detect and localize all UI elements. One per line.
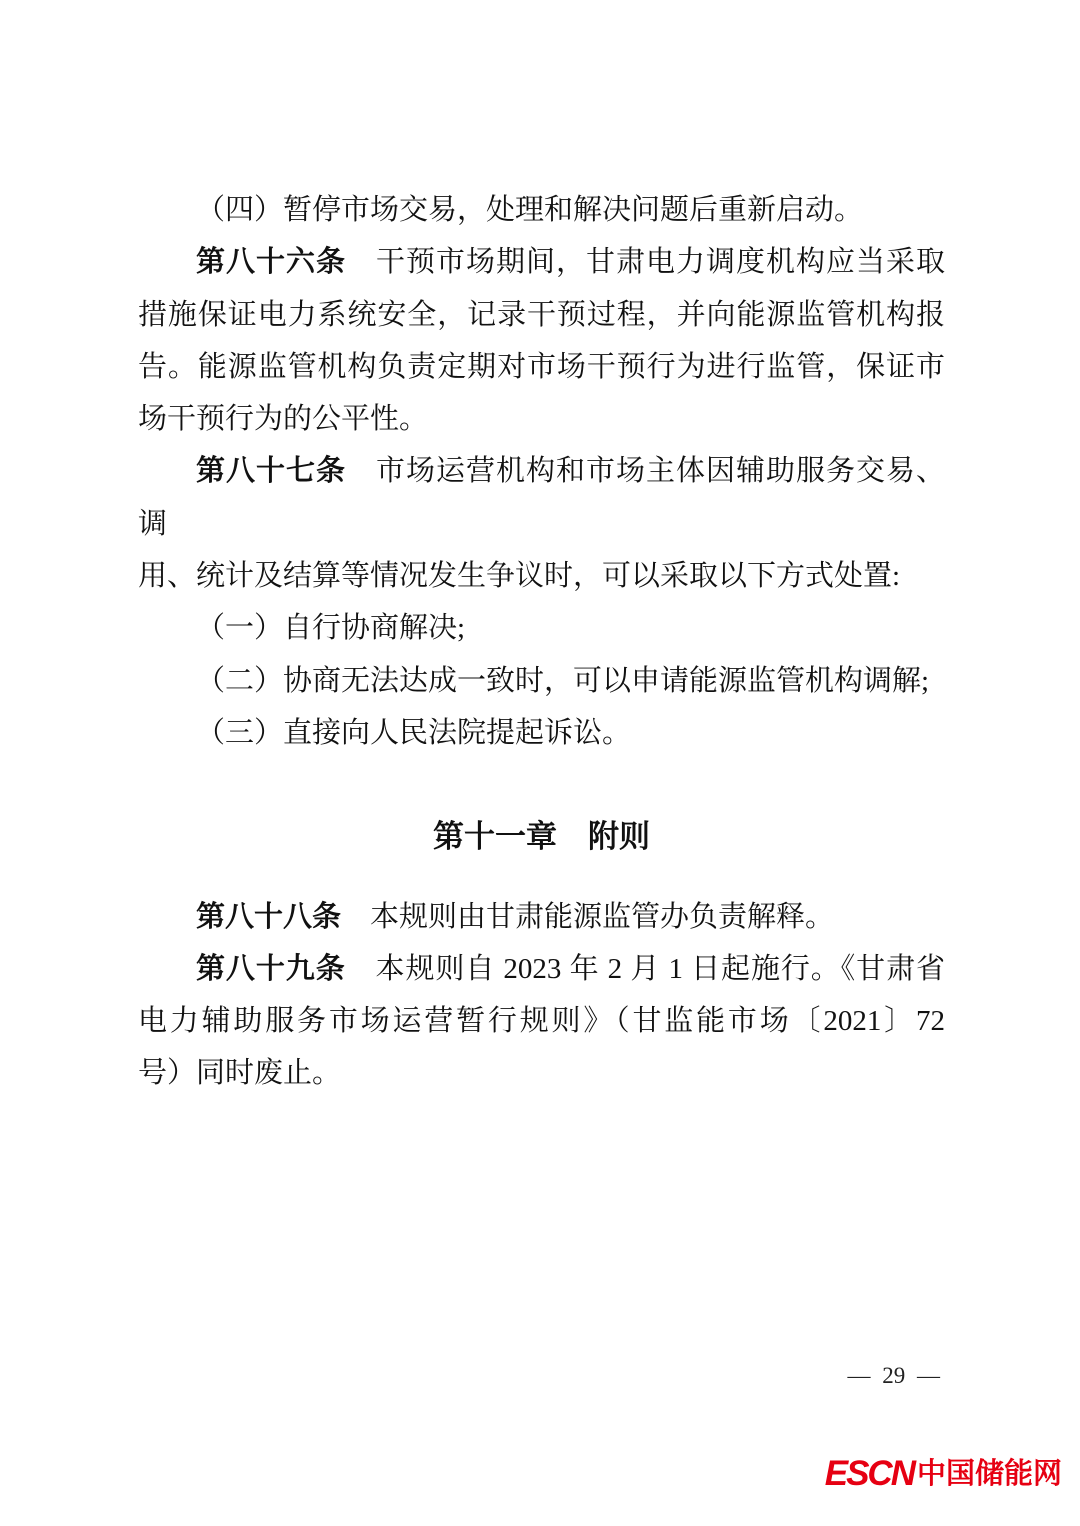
page-number: — 29 —: [847, 1363, 940, 1388]
logo-chinese-text: 中国储能网: [916, 1458, 1062, 1491]
doc-line: [138, 995, 945, 1047]
body-text: （一）自行协商解决;: [196, 612, 466, 645]
doc-line: [138, 891, 945, 943]
doc-line: [138, 184, 945, 236]
article-label: 第十一章 附则: [433, 819, 650, 855]
body-text: 用、统计及结算等情况发生争议时，可以采取以下方式处置:: [138, 560, 901, 593]
doc-line: [138, 393, 945, 445]
chapter-heading: [138, 811, 945, 863]
doc-line: [138, 655, 945, 707]
doc-line: [138, 602, 945, 654]
body-text: 本规则由甘肃能源监管办负责解释。: [341, 900, 835, 933]
doc-line: [138, 707, 945, 759]
logo-latin-text: ESCN: [824, 1454, 914, 1493]
body-text: 场干预行为的公平性。: [138, 403, 429, 436]
doc-line: [138, 341, 945, 393]
body-text: 本规则自 2023 年 2 月 1 日起施行。《甘肃省: [345, 952, 945, 985]
article-label: 第八十九条: [196, 952, 346, 985]
document-body: [138, 184, 945, 1100]
body-text: 措施保证电力系统安全，记录干预过程，并向能源监管机构报: [138, 298, 945, 331]
body-text: 电力辅助服务市场运营暂行规则》（甘监能市场〔2021〕72: [138, 1005, 945, 1038]
doc-line: [138, 236, 945, 288]
doc-line: [138, 550, 945, 602]
doc-line: [138, 1047, 945, 1099]
body-text: 干预市场期间，甘肃电力调度机构应当采取: [346, 246, 945, 279]
body-text: （四）暂停市场交易，处理和解决问题后重新启动。: [196, 194, 864, 226]
doc-line: [138, 943, 945, 995]
body-text: 告。能源监管机构负责定期对市场干预行为进行监管，保证市: [138, 350, 945, 383]
body-text: 市场运营机构和市场主体因辅助服务交易、调: [138, 455, 945, 540]
body-text: 号）同时废止。: [138, 1057, 342, 1090]
body-text: （三）直接向人民法院提起诉讼。: [196, 716, 632, 749]
body-text: （二）协商无法达成一致时，可以申请能源监管机构调解;: [196, 664, 930, 697]
escn-logo: [824, 1454, 1062, 1493]
article-label: 第八十八条: [196, 900, 342, 933]
article-label: 第八十七条: [196, 455, 346, 488]
doc-line: [138, 289, 945, 341]
article-label: 第八十六条: [196, 246, 346, 279]
doc-line: [138, 445, 945, 550]
